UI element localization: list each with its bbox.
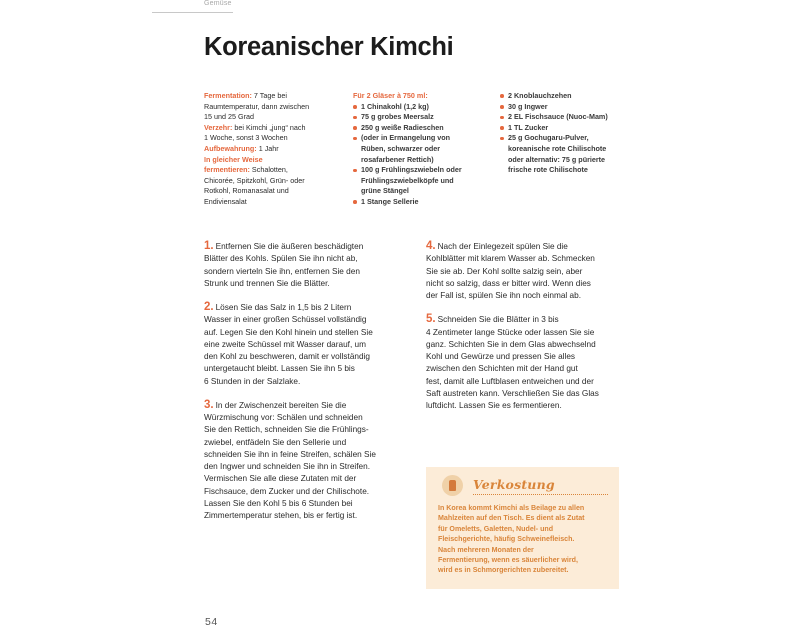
- step-line: [204, 339, 414, 351]
- step-text: schneiden Sie ihn in feine Streifen, schälen Sie: [204, 449, 376, 459]
- step-text: 6 Stunden in der Salzlake.: [204, 376, 301, 386]
- gleicher-weise-label: fermentieren:: [204, 165, 250, 175]
- ingredient-item: [500, 123, 635, 134]
- step-text: untergetaucht bleibt. Lassen Sie ihn 5 bis: [204, 364, 355, 374]
- step-line: [426, 388, 636, 400]
- step-1: [204, 240, 414, 290]
- ingredient-line: oder alternativ: 75 g pürierte: [508, 154, 606, 164]
- tip-line: wird es in Schmorgerichten zubereitet.: [438, 566, 569, 575]
- ingredients-column-2: [500, 91, 635, 176]
- ingredient-item: [353, 133, 498, 165]
- step-text: Strunk und trennen Sie die Blätter.: [204, 278, 330, 288]
- step-text: zwiebel, entfädeln Sie den Sellerie und: [204, 437, 347, 447]
- step-line: [426, 339, 636, 351]
- step-line: [204, 376, 414, 388]
- ingredient-line: 250 g weiße Radieschen: [361, 122, 444, 132]
- step-line: [204, 486, 414, 498]
- ingredient-item: [500, 102, 635, 113]
- tip-line: Mahlzeiten auf den Tisch. Es dient als Zutat: [438, 514, 585, 523]
- ingredient-line: 30 g Ingwer: [508, 101, 548, 111]
- ingredient-line: frische rote Chilischote: [508, 165, 588, 175]
- step-number: 2.: [204, 301, 214, 313]
- ingredient-item: [353, 197, 498, 208]
- ingredient-item: [500, 112, 635, 123]
- tip-line: für Omeletts, Galetten, Nudel- und: [438, 524, 554, 533]
- step-line: [204, 412, 414, 424]
- step-line: [204, 498, 414, 510]
- step-line: [204, 301, 414, 314]
- page-title: Koreanischer Kimchi: [204, 33, 454, 61]
- ingredient-line: 1 TL Zucker: [508, 122, 549, 132]
- step-text: Schneiden Sie die Blätter in 3 bis: [437, 315, 559, 325]
- step-text: Sie den Rettich, schneiden Sie die Frühlings-: [204, 425, 369, 435]
- ingredient-list: [500, 91, 635, 176]
- ingredient-line: 25 g Gochugaru-Pulver,: [508, 133, 589, 143]
- gleicher-weise-label: In gleicher Weise: [204, 154, 263, 164]
- step-text: Saft austreten kann. Verschließen Sie das Glas: [426, 388, 599, 398]
- ingredient-list: [353, 102, 498, 208]
- ingredient-line: Frühlingszwiebelköpfe und: [361, 175, 454, 185]
- step-number: 3.: [204, 398, 214, 411]
- ingredient-line: 100 g Frühlingszwiebeln oder: [361, 165, 462, 175]
- step-text: zwischen den Schichten mit der Hand gut: [426, 364, 578, 374]
- step-number: 4.: [426, 240, 436, 252]
- tip-title: Verkostung: [473, 477, 555, 492]
- step-line: [204, 253, 414, 265]
- step-5: [426, 313, 636, 412]
- step-text: Kohl und Gewürze und pressen Sie alles: [426, 352, 576, 361]
- fermentation-value: 15 und 25 Grad: [204, 112, 254, 122]
- step-line: [204, 314, 414, 326]
- tip-divider: [473, 494, 608, 495]
- ingredient-line: 1 Stange Sellerie: [361, 196, 419, 206]
- ingredient-item: [500, 133, 635, 175]
- step-text: fest, damit alle Luftblasen entweichen und der: [426, 376, 594, 386]
- ingredient-item: [353, 123, 498, 134]
- tip-line: Nach mehreren Monaten der: [438, 545, 534, 554]
- verzehr-value: bei Kimchi „jung“ nach: [232, 122, 306, 132]
- step-line: [204, 399, 414, 412]
- step-text: eine zweite Schüssel mit Wasser darauf, um: [204, 339, 367, 349]
- aufbewahrung-value: 1 Jahr: [256, 143, 279, 153]
- ingredient-line: 2 Knoblauchzehen: [508, 91, 572, 100]
- aufbewahrung-label: Aufbewahrung:: [204, 143, 257, 153]
- page-number: 54: [205, 616, 218, 628]
- step-line: [204, 449, 414, 461]
- ingredients-column-1: [353, 91, 498, 208]
- step-line: [204, 351, 414, 363]
- ingredient-line: 1 Chinakohl (1,2 kg): [361, 101, 429, 111]
- tip-line: Fleischgerichte, häufig Schweinefleisch.: [438, 535, 575, 544]
- step-line: [426, 363, 636, 375]
- step-text: ganz. Schichten Sie in dem Glas abwechselnd: [426, 339, 596, 349]
- tip-box: [426, 467, 619, 589]
- tip-line: In Korea kommt Kimchi als Beilage zu allen: [438, 504, 585, 512]
- step-line: [204, 461, 414, 473]
- tip-line: Fermentierung, wenn es säuerlicher wird,: [438, 556, 578, 565]
- step-text: Nach der Einlegezeit spülen Sie die: [437, 242, 568, 251]
- step-line: [426, 253, 636, 265]
- fermentation-value: 7 Tage bei: [251, 91, 287, 100]
- step-text: sondern vierteln Sie ihn, entfernen Sie den: [204, 266, 360, 276]
- ingredient-item: [353, 112, 498, 123]
- step-text: Würzmischung vor: Schälen und schneiden: [204, 413, 363, 422]
- step-line: [204, 437, 414, 449]
- recipe-info: [204, 91, 344, 208]
- step-line: [204, 363, 414, 375]
- ingredient-item: [353, 165, 498, 197]
- verzehr-value: 1 Woche, sonst 3 Wochen: [204, 133, 288, 143]
- header-rule: [152, 12, 233, 13]
- section-label: Gemüse: [204, 0, 232, 7]
- step-text: Blätter des Kohls. Spülen Sie ihn nicht ab,: [204, 254, 358, 264]
- step-text: Lösen Sie das Salz in 1,5 bis 2 Litern: [215, 303, 352, 312]
- step-line: [426, 376, 636, 388]
- step-text: 4 Zentimeter lange Stücke oder lassen Sie sie: [426, 327, 595, 337]
- step-4: [426, 240, 636, 302]
- jar-icon: [442, 475, 463, 496]
- step-line: [426, 278, 636, 290]
- fermentation-label: Fermentation:: [204, 91, 252, 100]
- ingredient-line: rosafarbener Rettich): [361, 154, 434, 164]
- step-text: den Kohl zu beschweren, damit er vollständig: [204, 352, 371, 361]
- step-line: [426, 327, 636, 339]
- step-text: Entfernen Sie die äußeren beschädigten: [215, 242, 364, 251]
- gleicher-weise-value: Endiviensalat: [204, 196, 247, 206]
- step-text: Sie sie ab. Der Kohl sollte salzig sein, aber: [426, 266, 583, 276]
- fermentation-value: Raumtemperatur, dann zwischen: [204, 101, 310, 111]
- step-line: [204, 473, 414, 485]
- tip-text: [438, 503, 613, 576]
- step-line: [204, 240, 414, 253]
- gleicher-weise-value: Schalotten,: [249, 165, 288, 175]
- ingredient-line: 2 EL Fischsauce (Nuoc-Mam): [508, 112, 608, 122]
- step-number: 5.: [426, 313, 436, 326]
- step-text: In der Zwischenzeit bereiten Sie die: [215, 400, 347, 410]
- ingredient-line: (oder in Ermangelung von: [361, 133, 451, 143]
- step-line: [204, 266, 414, 278]
- step-line: [426, 313, 636, 326]
- ingredient-line: koreanische rote Chilischote: [508, 143, 607, 153]
- step-text: Zimmertemperatur stehen, bis er fertig ist.: [204, 511, 358, 520]
- gleicher-weise-value: Rotkohl, Romanasalat und: [204, 186, 289, 196]
- steps-left-column: [204, 240, 414, 533]
- step-text: nicht so salzig, dass er bitter wird. Wenn dies: [426, 278, 591, 288]
- ingredient-line: grüne Stängel: [361, 186, 409, 196]
- step-line: [426, 240, 636, 253]
- step-text: den Ingwer und schneiden Sie ihn in Streifen.: [204, 462, 371, 471]
- step-text: auf. Legen Sie den Kohl hinein und stellen Sie: [204, 327, 373, 337]
- step-line: [204, 424, 414, 436]
- step-line: [204, 278, 414, 290]
- step-line: [426, 351, 636, 363]
- step-text: luftdicht. Lassen Sie es fermentieren.: [426, 401, 562, 410]
- step-line: [426, 290, 636, 302]
- step-3: [204, 399, 414, 523]
- step-line: [426, 266, 636, 278]
- step-text: Lassen Sie den Kohl 5 bis 6 Stunden bei: [204, 498, 353, 508]
- step-text: der Fall ist, spülen Sie ihn noch einmal ab.: [426, 291, 582, 300]
- steps-right-column: [426, 240, 636, 423]
- verzehr-label: Verzehr:: [204, 122, 233, 132]
- step-text: Vermischen Sie alle diese Zutaten mit der: [204, 474, 357, 484]
- step-number: 1.: [204, 240, 214, 252]
- gleicher-weise-value: Chicorée, Spitzkohl, Grün- oder: [204, 175, 305, 185]
- step-text: Kohlblätter mit klarem Wasser ab. Schmecken: [426, 254, 595, 264]
- step-text: Wasser in einer großen Schüssel vollständig: [204, 315, 367, 325]
- ingredient-item: [353, 102, 498, 113]
- step-2: [204, 301, 414, 388]
- step-line: [204, 510, 414, 522]
- step-text: Fischsauce, dem Zucker und der Chilischote.: [204, 486, 370, 496]
- step-line: [204, 327, 414, 339]
- ingredient-line: 75 g grobes Meersalz: [361, 112, 434, 122]
- ingredient-item: [500, 91, 635, 102]
- ingredient-line: Rüben, schwarzer oder: [361, 143, 441, 153]
- ingredients-heading: Für 2 Gläser à 750 ml:: [353, 91, 428, 100]
- step-line: [426, 400, 636, 412]
